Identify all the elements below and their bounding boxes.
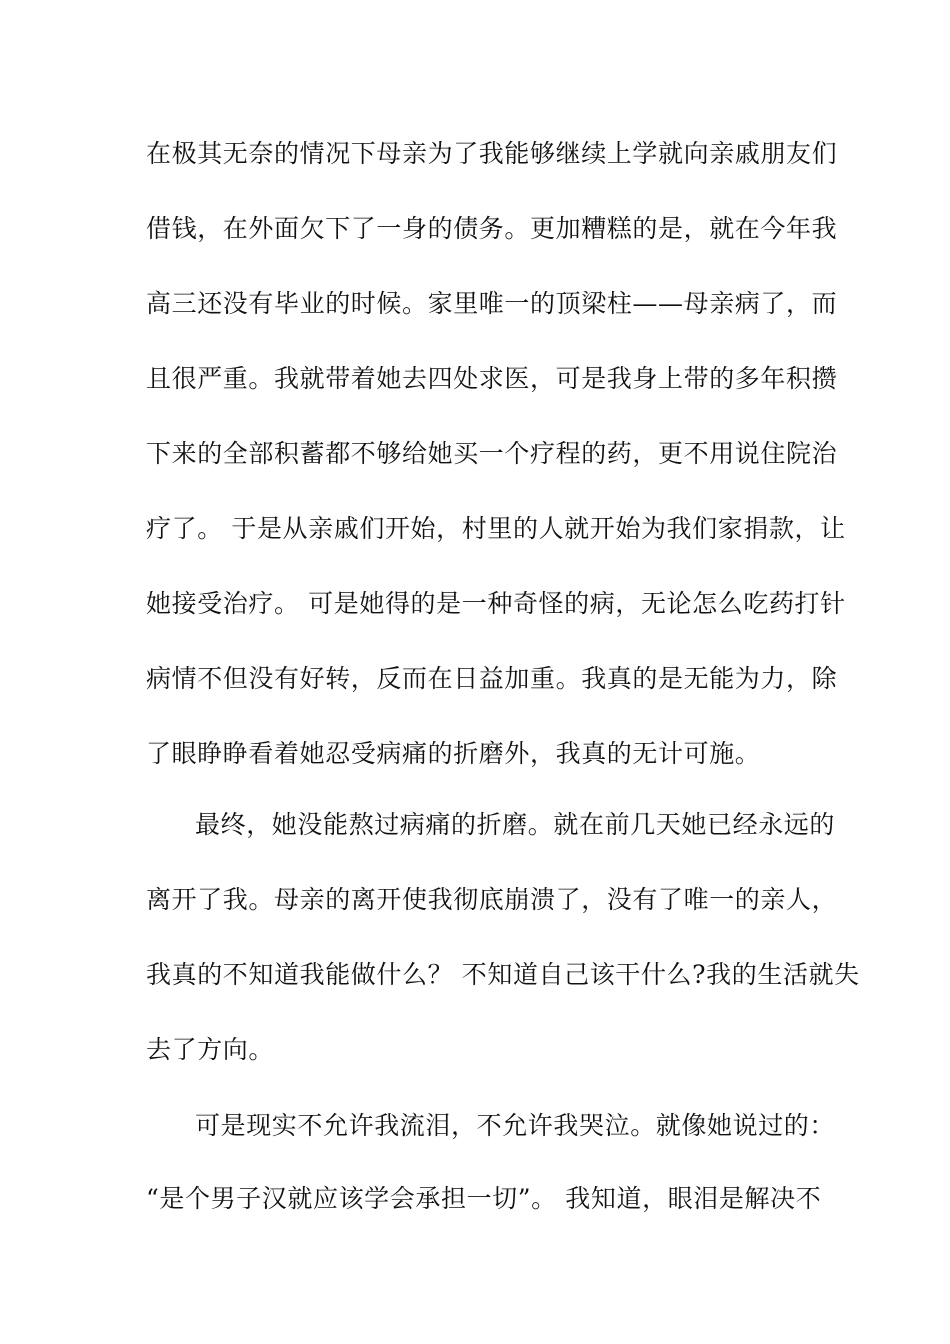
text-line: 我真的不知道我能做什么？ 不知道自己该干什么?我的生活就失: [146, 960, 860, 989]
text-line: 最终，她没能熬过病痛的折磨。就在前几天她已经永远的: [195, 810, 836, 839]
text-line: 下来的全部积蓄都不够给她买一个疗程的药，更不用说住院治: [146, 439, 838, 468]
text-line: “是个男子汉就应该学会承担一切”。 我知道，眼泪是解决不: [146, 1184, 822, 1213]
text-line: 高三还没有毕业的时候。家里唯一的顶梁柱——母亲病了，而: [146, 289, 838, 318]
text-line: 可是现实不允许我流泪，不允许我哭泣。就像她说过的：: [195, 1111, 836, 1140]
text-line: 借钱，在外面欠下了一身的债务。更加糟糕的是，就在今年我: [146, 214, 838, 243]
text-line: 了眼睁睁看着她忍受病痛的折磨外，我真的无计可施。: [146, 739, 761, 768]
text-line: 且很严重。我就带着她去四处求医，可是我身上带的多年积攒: [146, 364, 838, 393]
text-line: 病情不但没有好转，反而在日益加重。我真的是无能为力，除: [146, 664, 838, 693]
text-line: 她接受治疗。 可是她得的是一种奇怪的病，无论怎么吃药打针: [146, 589, 846, 618]
text-line: 去了方向。: [146, 1035, 275, 1064]
text-line: 离开了我。母亲的离开使我彻底崩溃了，没有了唯一的亲人，: [146, 885, 838, 914]
text-line: 疗了。 于是从亲戚们开始，村里的人就开始为我们家捐款，让: [146, 514, 846, 543]
text-line: 在极其无奈的情况下母亲为了我能够继续上学就向亲戚朋友们: [146, 139, 838, 168]
